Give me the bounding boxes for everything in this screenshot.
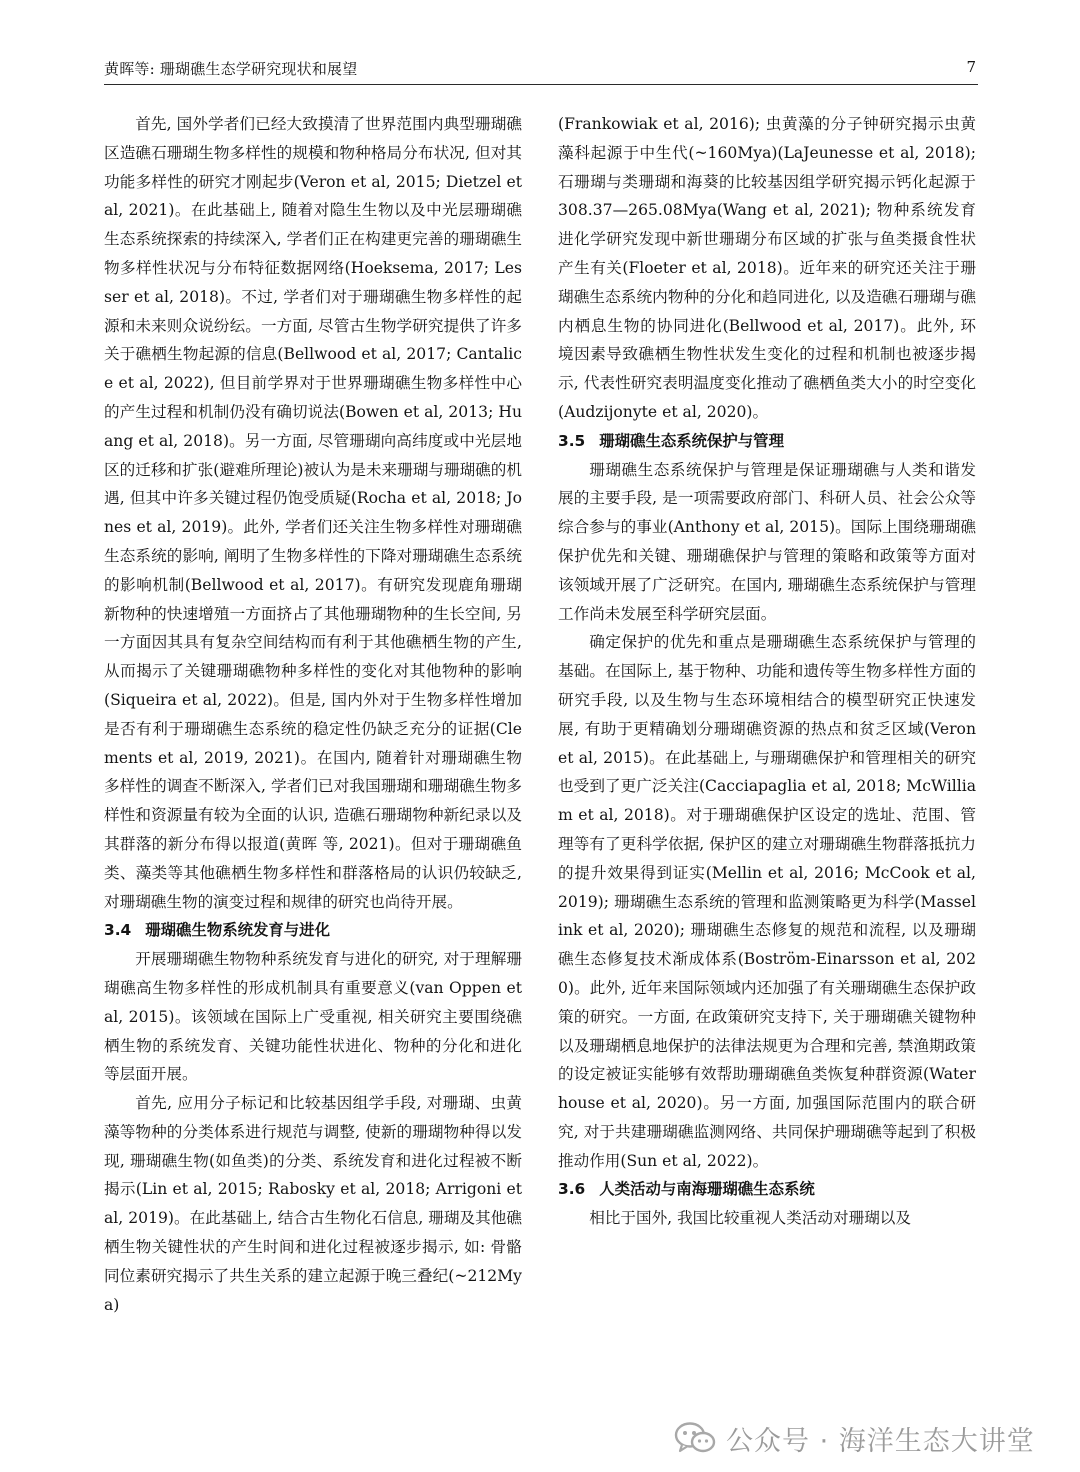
section-title: 珊瑚礁生态系统保护与管理 [599,431,784,450]
paragraph-phylogeny-methods: 首先, 应用分子标记和比较基因组学手段, 对珊瑚、虫黄藻等物种的分类体系进行规范与调整, 使新的珊瑚物种得以发现, 珊瑚礁生物(如鱼类)的分类、系统发育和进化过程被不断揭示(Lin et al, 2015; Rabosky et al, 2018; Arrigoni et al, 2019)。在此基础上, 结合古生物化石信息, 珊瑚及其他礁栖生物关键性状的产生时间和进化过程被逐步揭示, 如: 骨骼同位素研究揭示了共生关系的建立起源于晚三叠纪(~212Mya) [104,1094,522,1314]
right-column [558,110,976,1233]
paragraph-phylogeny-intro: 开展珊瑚礁生物物种系统发育与进化的研究, 对于理解珊瑚礁高生物多样性的形成机制具有重要意义(van Oppen et al, 2015)。该领域在国际上广受重视, 相关研究主要围绕礁栖生物的系统发育、关键功能性状进化、物种的分化和进化等层面开展。 [104,950,522,1084]
paragraph-biodiversity: 首先, 国外学者们已经大致摸清了世界范围内典型珊瑚礁区造礁石珊瑚生物多样性的规模和物种格局分布状况, 但对其功能多样性的研究才刚起步(Veron et al, 2015; Dietzel et al, 2021)。在此基础上, 随着对隐生生物以及中光层珊瑚礁生态系统探索的持续深入, 学者们正在构建更完善的珊瑚礁生物多样性状况与分布特征数据网络(Hoeksema, 2017; Lesser et al, 2018)。不过, 学者们对于珊瑚礁生物多样性的起源和未来则众说纷纭。一方面, 尽管古生物学研究提供了许多关于礁栖生物起源的信息(Bellwood et al, 2017; Cantalice et al, 2022), 但目前学界对于世界珊瑚礁生物多样性中心的产生过程和机制仍没有确切说法(Bowen et al, 2013; Huang et al, 2018)。另一方面, 尽管珊瑚向高纬度或中光层地区的迁移和扩张(避难所理论)被认为是未来珊瑚与珊瑚礁的机遇, 但其中许多关键过程仍饱受质疑(Rocha et al, 2018; Jones et al, 2019)。此外, 学者们还关注生物多样性对珊瑚礁生态系统的影响, 阐明了生物多样性的下降对珊瑚礁生态系统的影响机制(Bellwood et al, 2017)。有研究发现鹿角珊瑚新物种的快速增殖一方面挤占了其他珊瑚物种的生长空间, 另一方面因其具有复杂空间结构而有利于其他礁栖生物的产生, 从而揭示了关键珊瑚礁物种多样性的变化对其他物种的影响(Siqueira et al, 2022)。但是, 国内外对于生物多样性增加是否有利于珊瑚礁生态系统的稳定性仍缺乏充分的证据(Clements et al, 2019, 2021)。在国内, 随着针对珊瑚礁生物多样性的调查不断深入, 学者们已对我国珊瑚和珊瑚礁生物多样性和资源量有较为全面的认识, 造礁石珊瑚物种新纪录以及其群落的新分布得以报道(黄晖 等, 2021)。但对于珊瑚礁鱼类、藻类等其他礁栖生物多样性和群落格局的认识仍较缺乏, 对珊瑚礁生物的演变过程和规律的研究也尚待开展。 [104,115,522,911]
section-number: 3.4 [104,921,132,940]
section-heading-3-4 [104,916,522,945]
paragraph-continued: (Frankowiak et al, 2016); 虫黄藻的分子钟研究揭示虫黄藻科起源于中生代(~160Mya)(LaJeunesse et al, 2018); 石珊瑚与类珊瑚和海葵的比较基因组学研究揭示钙化起源于 308.37—265.08Mya(Wang et al, 2021); 物种系统发育进化学研究发现中新世珊瑚分布区域的扩张与鱼类摄食性状产生有关(Floeter et al, 2018)。近年来的研究还关注于珊瑚礁生态系统内物种的分化和趋同进化, 以及造礁石珊瑚与礁内栖息生物的协同进化(Bellwood et al, 2017)。此外, 环境因素导致礁栖生物性状发生变化的过程和机制也被逐步揭示, 代表性研究表明温度变化推动了礁栖鱼类大小的时空变化(Audzijonyte et al, 2020)。 [558,115,976,421]
paragraph-human-activity: 相比于国外, 我国比较重视人类活动对珊瑚以及 [589,1209,911,1228]
section-heading-3-6 [558,1175,976,1204]
watermark-text: 公众号 · 海洋生态大讲堂 [726,1425,1035,1457]
running-header [104,56,978,85]
section-number: 3.5 [558,431,586,450]
section-title: 珊瑚礁生物系统发育与进化 [145,921,330,940]
left-column [104,110,522,1319]
section-title: 人类活动与南海珊瑚礁生态系统 [599,1180,815,1199]
watermark [674,1416,1035,1460]
page-number: 7 [966,58,976,76]
wechat-icon [674,1421,716,1455]
paragraph-protection-intro: 珊瑚礁生态系统保护与管理是保证珊瑚礁与人类和谐发展的主要手段, 是一项需要政府部门、科研人员、社会公众等综合参与的事业(Anthony et al, 2015)。国际上围绕珊瑚礁保护优先和关键、珊瑚礁保护与管理的策略和政策等方面对该领域开展了广泛研究。在国内, 珊瑚礁生态系统保护与管理工作尚未发展至科学研究层面。 [558,460,976,623]
running-title: 黄晖等: 珊瑚礁生态学研究现状和展望 [104,60,358,78]
paragraph-protection-priorities: 确定保护的优先和重点是珊瑚礁生态系统保护与管理的基础。在国际上, 基于物种、功能和遗传等生物多样性方面的研究手段, 以及生物与生态环境相结合的模型研究正快速发展, 有助于更精确划分珊瑚礁资源的热点和贫乏区域(Veron et al, 2015)。在此基础上, 与珊瑚礁保护和管理相关的研究也受到了更广泛关注(Cacciapaglia et al, 2018; McWilliam et al, 2018)。对于珊瑚礁保护区设定的选址、范围、管理等有了更科学依据, 保护区的建立对珊瑚礁生物群落抵抗力的提升效果得到证实(Mellin et al, 2016; McCook et al, 2019); 珊瑚礁生态系统的管理和监测策略更为科学(Masselink et al, 2020); 珊瑚礁生态修复的规范和流程, 以及珊瑚礁生态修复技术渐成体系(Boström-Einarsson et al, 2020)。此外, 近年来国际领域内还加强了有关珊瑚礁生态保护政策的研究。一方面, 在政策研究支持下, 关于珊瑚礁关键物种以及珊瑚栖息地保护的法律法规更为合理和完善, 禁渔期政策的设定被证实能够有效帮助珊瑚礁鱼类恢复种群资源(Waterhouse et al, 2020)。另一方面, 加强国际范围内的联合研究, 对于共建珊瑚礁监测网络、共同保护珊瑚礁等起到了积极推动作用(Sun et al, 2022)。 [558,633,976,1170]
section-heading-3-5 [558,427,976,456]
section-number: 3.6 [558,1180,586,1199]
